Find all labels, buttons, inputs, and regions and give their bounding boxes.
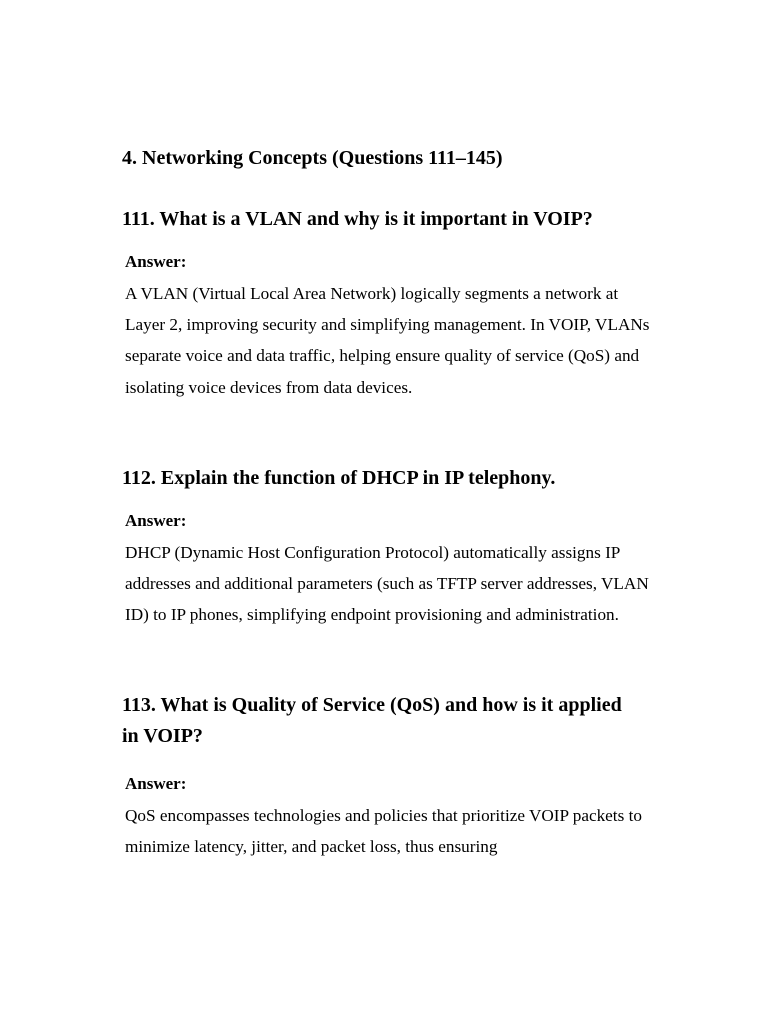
answer-text: DHCP (Dynamic Host Configuration Protocol) automatically assigns IP addresses and additional parameters (such as TFTP server addresses, VLAN ID) to IP phones, simplifying endpoint provisioning and administration. xyxy=(125,543,649,625)
question-heading: 111. What is a VLAN and why is it important in VOIP? xyxy=(122,208,593,230)
answer-label: Answer: xyxy=(125,252,187,271)
question-heading: 112. Explain the function of DHCP in IP telephony. xyxy=(122,467,556,489)
question-heading: 113. What is Quality of Service (QoS) and how is it applied in VOIP? xyxy=(122,694,622,747)
answer-label: Answer: xyxy=(125,511,187,530)
answer-text: QoS encompasses technologies and policies that prioritize VOIP packets to minimize latency, jitter, and packet loss, thus ensuring xyxy=(125,806,642,857)
answer-label: Answer: xyxy=(125,774,187,793)
answer-text: A VLAN (Virtual Local Area Network) logically segments a network at Layer 2, improving security and simplifying management. In VOIP, VLANs separate voice and data traffic, helping ensure quality of service (QoS) and isolating voice devices from data devices. xyxy=(125,284,650,397)
section-heading: 4. Networking Concepts (Questions 111–145) xyxy=(122,147,503,169)
